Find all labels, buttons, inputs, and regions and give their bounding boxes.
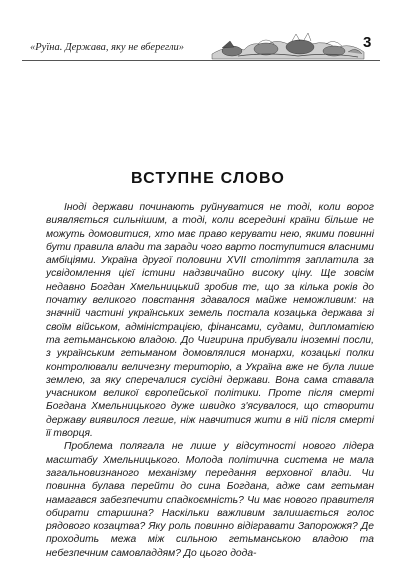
page-number: 3 <box>363 34 372 51</box>
body-text <box>46 201 374 560</box>
header-rule <box>22 60 380 61</box>
paragraph: Іноді держави починають руйнуватися не тоді, коли ворог виявляється сильнішим, а тоді, коли всередині країни більше не можуть домовитися, хто має право керувати нею, якими повинні бути правила влади та заради чого варто поступитися власними амбіціями. Україна другої половини XVII століття заплатила за усвідомлення цієї істини надзвичайно високу ціну. Ще зовсім недавно Богдан Хмельницький зробив те, що за кілька років до початку великого повстання здавалося майже неможливим: на значній частині українських земель постала козацька держава зі своїм військом, адміністрацією, фінансами, судами, дипломатією та гетьманською владою. До Чигирина прибували іноземні посли, з українським гетьманом домовлялися монархи, козацькі полки контролювали величезну територію, а Україна вже не була лише землею, за яку сперечалися сусідні держави. Вона сама ставала учасником великої європейської політики. Проте після смерті Богдана Хмельницького дуже швидко з'ясувалося, що створити державу виявилося легше, ніж навчитися жити в ній після смерті її творця. <box>46 202 374 440</box>
chapter-title: ВСТУПНЕ СЛОВО <box>130 170 286 187</box>
running-header <box>22 32 380 66</box>
paragraph: Проблема полягала не лише у відсутності нового лідера масштабу Хмельницького. Молода політична система не мала загальновизнаного механізму передання верховної влади. Чи повинна булава перейти до сина Богдана, адже сам гетьман намагався забезпечити спадкоємність? Чи має нового правителя обирати старшина? Наскільки важливим залишається голос рядового козацтва? Яку роль повинно відігравати Запорожжя? Де проходить межа між сильною гетьманською владою та небезпечним самовладдям? До цього дода- <box>46 441 374 559</box>
running-title: «Руїна. Держава, яку не вберегли» <box>30 42 185 53</box>
